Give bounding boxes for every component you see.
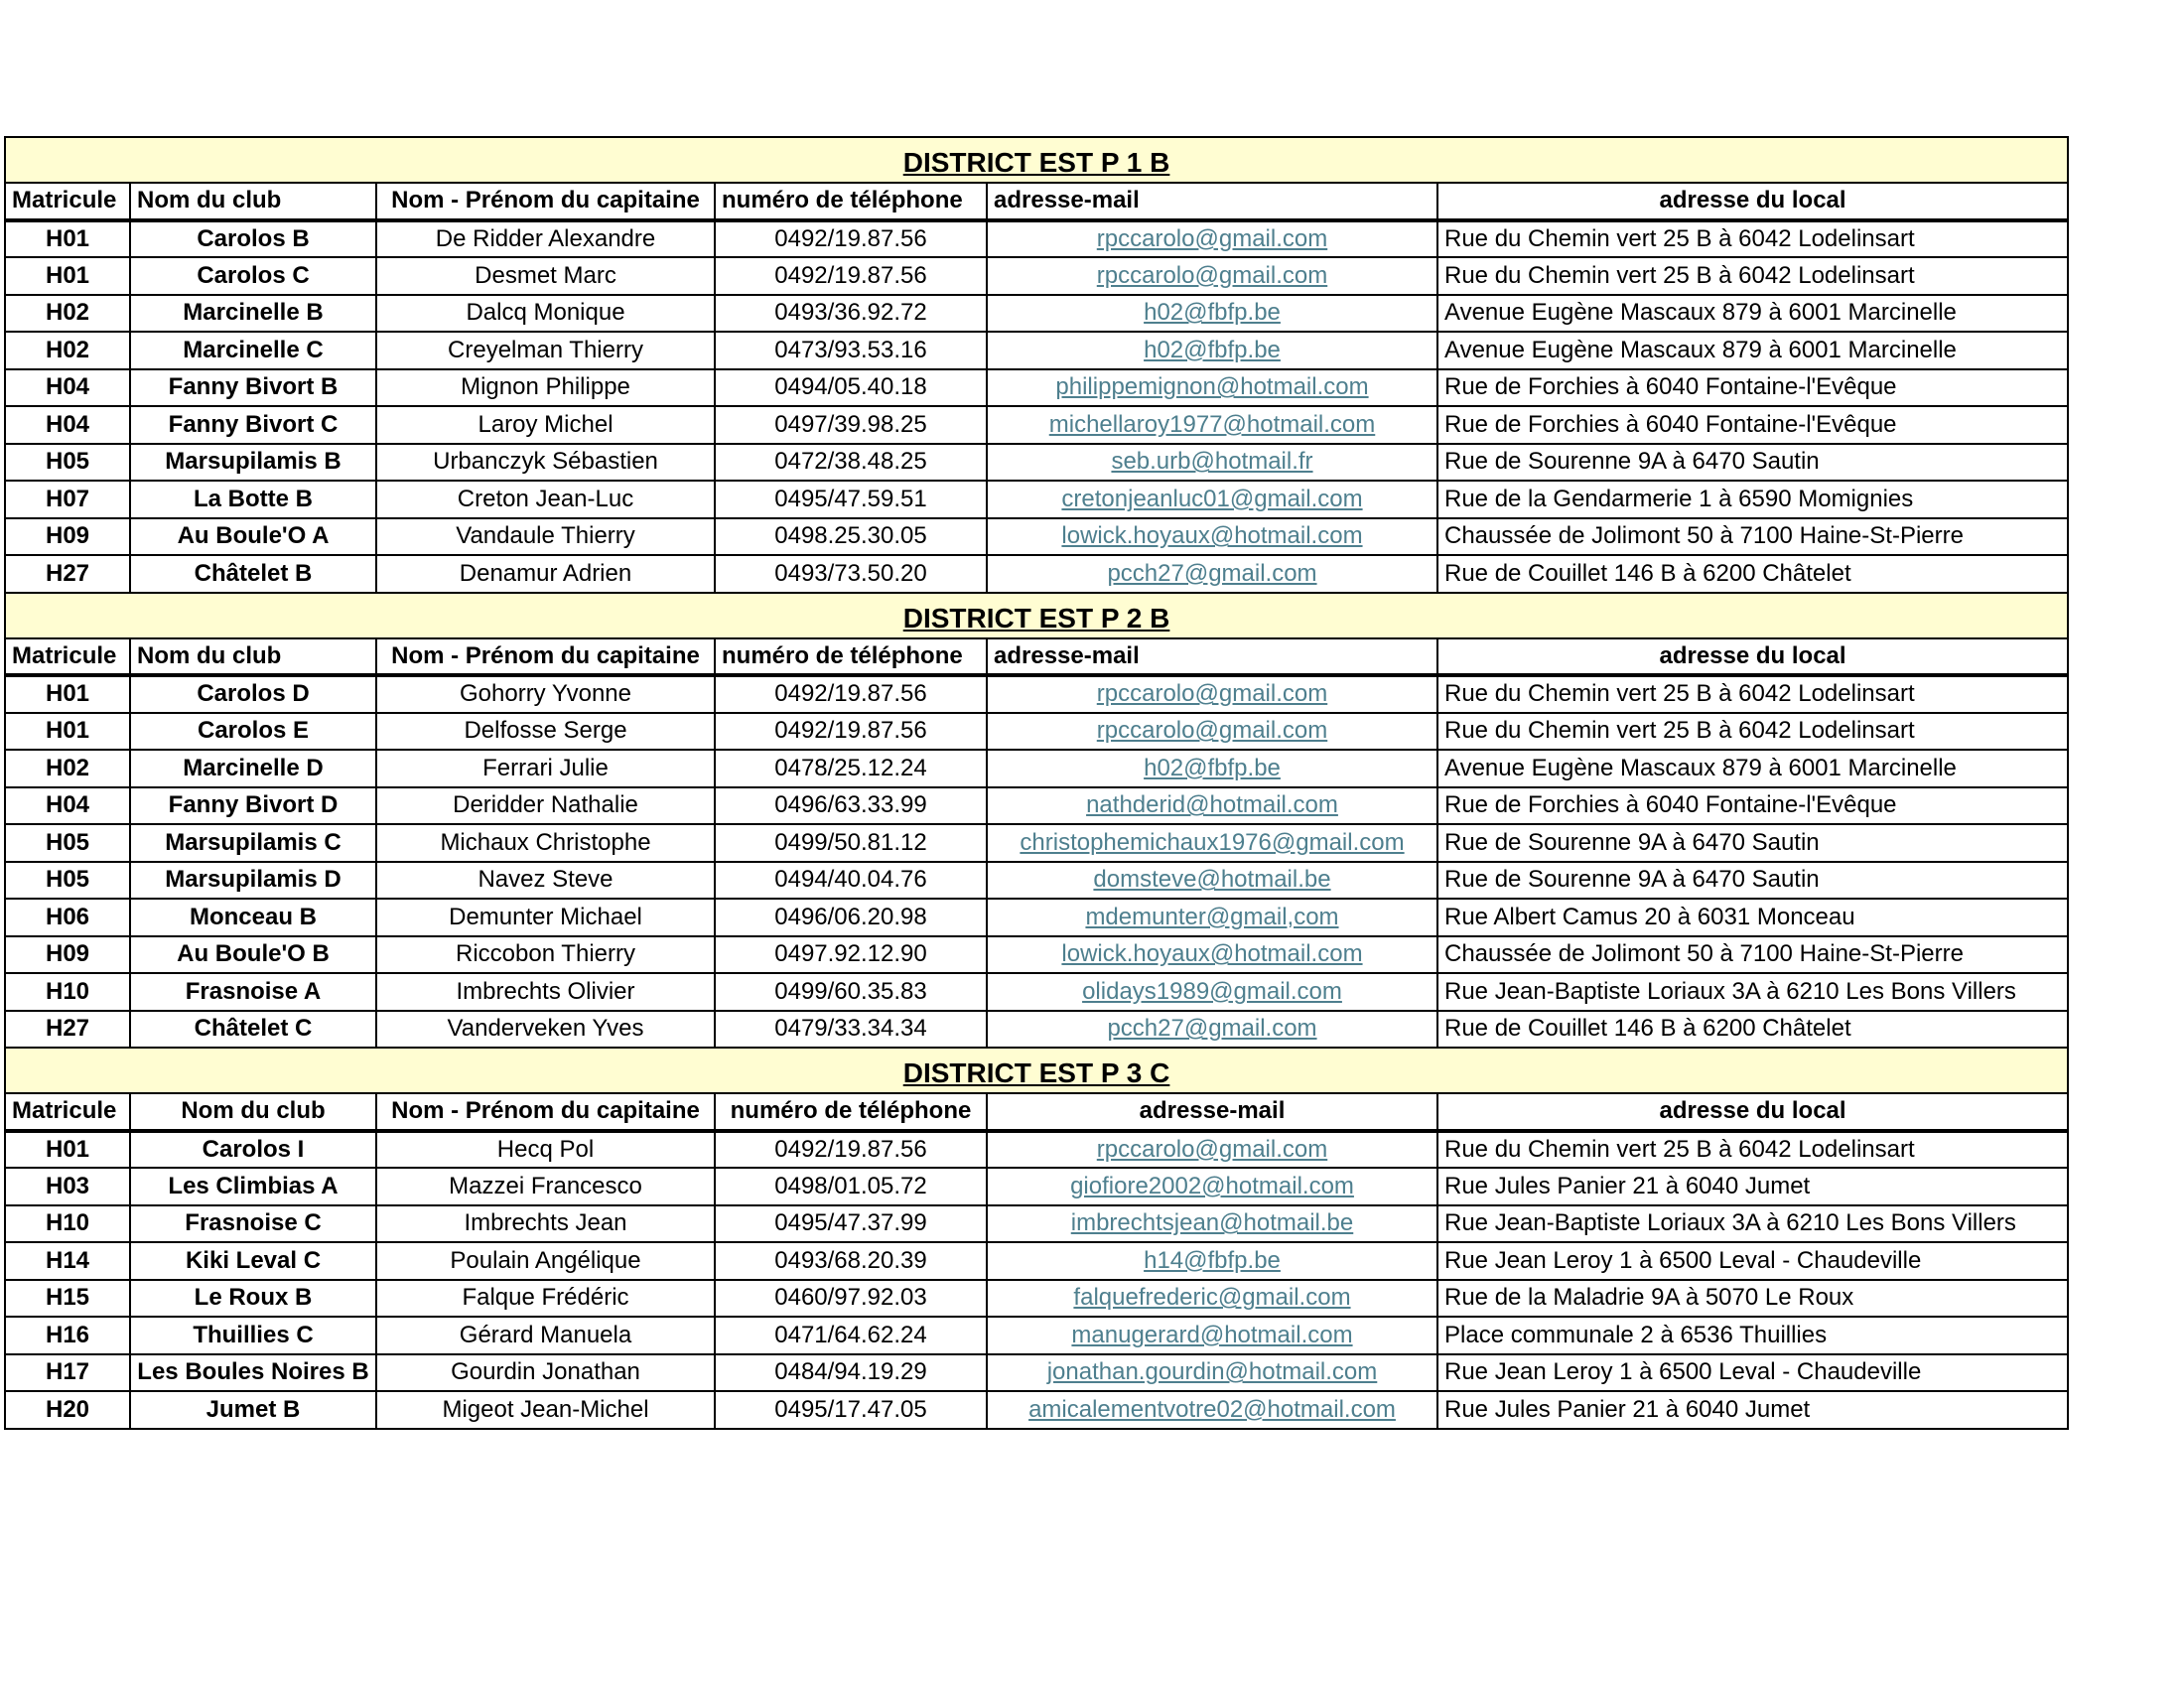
table-row: [5, 1317, 2068, 1354]
phone-cell: 0495/17.47.05: [715, 1391, 987, 1429]
matricule-cell: H16: [5, 1317, 130, 1354]
club-name-cell: Marsupilamis B: [130, 444, 376, 482]
matricule-cell: H01: [5, 257, 130, 295]
email-link[interactable]: rpccarolo@gmail.com: [987, 713, 1437, 751]
club-name-cell: Marcinelle D: [130, 750, 376, 787]
header-address: adresse du local: [1437, 183, 2068, 220]
phone-cell: 0479/33.34.34: [715, 1011, 987, 1049]
email-link[interactable]: nathderid@hotmail.com: [987, 787, 1437, 825]
phone-cell: 0495/47.37.99: [715, 1205, 987, 1243]
section-title-row: [5, 137, 2068, 183]
address-cell: Rue du Chemin vert 25 B à 6042 Lodelinsart: [1437, 713, 2068, 751]
club-name-cell: Marcinelle B: [130, 295, 376, 333]
phone-cell: 0499/50.81.12: [715, 824, 987, 862]
table-row: [5, 750, 2068, 787]
phone-cell: 0492/19.87.56: [715, 257, 987, 295]
header-captain: Nom - Prénom du capitaine: [376, 638, 715, 676]
phone-cell: 0496/06.20.98: [715, 899, 987, 936]
captain-cell: Delfosse Serge: [376, 713, 715, 751]
table-row: [5, 406, 2068, 444]
club-name-cell: Carolos B: [130, 220, 376, 258]
table-row: [5, 257, 2068, 295]
address-cell: Chaussée de Jolimont 50 à 7100 Haine-St-Pierre: [1437, 936, 2068, 974]
email-link[interactable]: imbrechtsjean@hotmail.be: [987, 1205, 1437, 1243]
matricule-cell: H09: [5, 518, 130, 556]
matricule-cell: H27: [5, 555, 130, 593]
club-name-cell: Au Boule'O A: [130, 518, 376, 556]
matricule-cell: H10: [5, 973, 130, 1011]
club-name-cell: Châtelet C: [130, 1011, 376, 1049]
email-link[interactable]: rpccarolo@gmail.com: [987, 1131, 1437, 1169]
email-link[interactable]: rpccarolo@gmail.com: [987, 257, 1437, 295]
email-link[interactable]: h14@fbfp.be: [987, 1242, 1437, 1280]
captain-cell: Deridder Nathalie: [376, 787, 715, 825]
header-row: [5, 183, 2068, 220]
phone-cell: 0472/38.48.25: [715, 444, 987, 482]
address-cell: Rue du Chemin vert 25 B à 6042 Lodelinsart: [1437, 675, 2068, 713]
address-cell: Chaussée de Jolimont 50 à 7100 Haine-St-Pierre: [1437, 518, 2068, 556]
club-name-cell: Carolos E: [130, 713, 376, 751]
header-phone: numéro de téléphone: [715, 183, 987, 220]
address-cell: Place communale 2 à 6536 Thuillies: [1437, 1317, 2068, 1354]
club-name-cell: Carolos C: [130, 257, 376, 295]
table-row: [5, 713, 2068, 751]
table-row: [5, 444, 2068, 482]
header-address: adresse du local: [1437, 638, 2068, 676]
table-row: [5, 1354, 2068, 1392]
matricule-cell: H04: [5, 369, 130, 407]
club-name-cell: Fanny Bivort C: [130, 406, 376, 444]
club-name-cell: Les Boules Noires B: [130, 1354, 376, 1392]
section-title-row: [5, 1048, 2068, 1093]
email-link[interactable]: amicalementvotre02@hotmail.com: [987, 1391, 1437, 1429]
email-link[interactable]: pcch27@gmail.com: [987, 555, 1437, 593]
captain-cell: Creton Jean-Luc: [376, 481, 715, 518]
table-row: [5, 1168, 2068, 1205]
captain-cell: Falque Frédéric: [376, 1280, 715, 1318]
email-link[interactable]: cretonjeanluc01@gmail.com: [987, 481, 1437, 518]
club-name-cell: La Botte B: [130, 481, 376, 518]
captain-cell: Vandaule Thierry: [376, 518, 715, 556]
address-cell: Rue de Couillet 146 B à 6200 Châtelet: [1437, 1011, 2068, 1049]
header-phone: numéro de téléphone: [715, 638, 987, 676]
matricule-cell: H05: [5, 444, 130, 482]
club-name-cell: Carolos I: [130, 1131, 376, 1169]
matricule-cell: H15: [5, 1280, 130, 1318]
club-name-cell: Châtelet B: [130, 555, 376, 593]
captain-cell: Gérard Manuela: [376, 1317, 715, 1354]
captain-cell: Denamur Adrien: [376, 555, 715, 593]
section-title: DISTRICT EST P 3 C: [5, 1048, 2068, 1093]
address-cell: Rue du Chemin vert 25 B à 6042 Lodelinsart: [1437, 1131, 2068, 1169]
email-link[interactable]: manugerard@hotmail.com: [987, 1317, 1437, 1354]
captain-cell: Laroy Michel: [376, 406, 715, 444]
email-link[interactable]: rpccarolo@gmail.com: [987, 220, 1437, 258]
table-row: [5, 973, 2068, 1011]
table-row: [5, 787, 2068, 825]
club-name-cell: Marsupilamis C: [130, 824, 376, 862]
captain-cell: Imbrechts Jean: [376, 1205, 715, 1243]
header-club: Nom du club: [130, 183, 376, 220]
phone-cell: 0471/64.62.24: [715, 1317, 987, 1354]
club-name-cell: Monceau B: [130, 899, 376, 936]
captain-cell: Navez Steve: [376, 862, 715, 900]
captain-cell: Demunter Michael: [376, 899, 715, 936]
matricule-cell: H03: [5, 1168, 130, 1205]
captain-cell: Gohorry Yvonne: [376, 675, 715, 713]
address-cell: Rue Jean Leroy 1 à 6500 Leval - Chaudeville: [1437, 1354, 2068, 1392]
address-cell: Rue du Chemin vert 25 B à 6042 Lodelinsart: [1437, 257, 2068, 295]
table-row: [5, 862, 2068, 900]
club-name-cell: Frasnoise C: [130, 1205, 376, 1243]
section-title: DISTRICT EST P 1 B: [5, 137, 2068, 183]
header-email: adresse-mail: [987, 1093, 1437, 1131]
email-link[interactable]: falquefrederic@gmail.com: [987, 1280, 1437, 1318]
table-row: [5, 899, 2068, 936]
phone-cell: 0493/68.20.39: [715, 1242, 987, 1280]
email-link[interactable]: h02@fbfp.be: [987, 295, 1437, 333]
matricule-cell: H17: [5, 1354, 130, 1392]
email-link[interactable]: seb.urb@hotmail.fr: [987, 444, 1437, 482]
phone-cell: 0473/93.53.16: [715, 332, 987, 369]
phone-cell: 0492/19.87.56: [715, 1131, 987, 1169]
phone-cell: 0492/19.87.56: [715, 713, 987, 751]
matricule-cell: H10: [5, 1205, 130, 1243]
captain-cell: Dalcq Monique: [376, 295, 715, 333]
club-name-cell: Marsupilamis D: [130, 862, 376, 900]
section-title-row: [5, 593, 2068, 638]
matricule-cell: H14: [5, 1242, 130, 1280]
email-link[interactable]: h02@fbfp.be: [987, 750, 1437, 787]
matricule-cell: H04: [5, 787, 130, 825]
phone-cell: 0497.92.12.90: [715, 936, 987, 974]
matricule-cell: H02: [5, 295, 130, 333]
table-row: [5, 936, 2068, 974]
matricule-cell: H05: [5, 862, 130, 900]
address-cell: Rue Jules Panier 21 à 6040 Jumet: [1437, 1391, 2068, 1429]
phone-cell: 0492/19.87.56: [715, 220, 987, 258]
email-link[interactable]: jonathan.gourdin@hotmail.com: [987, 1354, 1437, 1392]
table-row: [5, 1011, 2068, 1049]
address-cell: Rue de la Maladrie 9A à 5070 Le Roux: [1437, 1280, 2068, 1318]
address-cell: Rue de Forchies à 6040 Fontaine-l'Evêque: [1437, 369, 2068, 407]
address-cell: Rue de Forchies à 6040 Fontaine-l'Evêque: [1437, 406, 2068, 444]
address-cell: Avenue Eugène Mascaux 879 à 6001 Marcinelle: [1437, 295, 2068, 333]
header-matricule: Matricule: [5, 638, 130, 676]
address-cell: Rue de Forchies à 6040 Fontaine-l'Evêque: [1437, 787, 2068, 825]
header-club: Nom du club: [130, 638, 376, 676]
captain-cell: Riccobon Thierry: [376, 936, 715, 974]
header-matricule: Matricule: [5, 183, 130, 220]
table-row: [5, 1205, 2068, 1243]
phone-cell: 0478/25.12.24: [715, 750, 987, 787]
email-link[interactable]: mdemunter@gmail,com: [987, 899, 1437, 936]
club-name-cell: Frasnoise A: [130, 973, 376, 1011]
captain-cell: Michaux Christophe: [376, 824, 715, 862]
table-row: [5, 675, 2068, 713]
table-row: [5, 1131, 2068, 1169]
header-phone: numéro de téléphone: [715, 1093, 987, 1131]
table-row: [5, 295, 2068, 333]
email-link[interactable]: rpccarolo@gmail.com: [987, 675, 1437, 713]
matricule-cell: H20: [5, 1391, 130, 1429]
phone-cell: 0498.25.30.05: [715, 518, 987, 556]
phone-cell: 0493/73.50.20: [715, 555, 987, 593]
matricule-cell: H04: [5, 406, 130, 444]
phone-cell: 0496/63.33.99: [715, 787, 987, 825]
address-cell: Avenue Eugène Mascaux 879 à 6001 Marcinelle: [1437, 332, 2068, 369]
club-name-cell: Thuillies C: [130, 1317, 376, 1354]
email-link[interactable]: christophemichaux1976@gmail.com: [987, 824, 1437, 862]
phone-cell: 0460/97.92.03: [715, 1280, 987, 1318]
table-row: [5, 555, 2068, 593]
email-link[interactable]: pcch27@gmail.com: [987, 1011, 1437, 1049]
header-address: adresse du local: [1437, 1093, 2068, 1131]
captain-cell: Migeot Jean-Michel: [376, 1391, 715, 1429]
captain-cell: Mazzei Francesco: [376, 1168, 715, 1205]
email-link[interactable]: philippemignon@hotmail.com: [987, 369, 1437, 407]
matricule-cell: H02: [5, 332, 130, 369]
header-club: Nom du club: [130, 1093, 376, 1131]
captain-cell: Urbanczyk Sébastien: [376, 444, 715, 482]
club-name-cell: Fanny Bivort D: [130, 787, 376, 825]
table-row: [5, 1242, 2068, 1280]
address-cell: Rue de Couillet 146 B à 6200 Châtelet: [1437, 555, 2068, 593]
address-cell: Rue Jean Leroy 1 à 6500 Leval - Chaudeville: [1437, 1242, 2068, 1280]
phone-cell: 0498/01.05.72: [715, 1168, 987, 1205]
captain-cell: Imbrechts Olivier: [376, 973, 715, 1011]
email-link[interactable]: h02@fbfp.be: [987, 332, 1437, 369]
captain-cell: Mignon Philippe: [376, 369, 715, 407]
matricule-cell: H01: [5, 675, 130, 713]
captain-cell: Desmet Marc: [376, 257, 715, 295]
captain-cell: Gourdin Jonathan: [376, 1354, 715, 1392]
district-table: [4, 136, 2069, 1430]
matricule-cell: H07: [5, 481, 130, 518]
matricule-cell: H01: [5, 1131, 130, 1169]
club-name-cell: Jumet B: [130, 1391, 376, 1429]
phone-cell: 0493/36.92.72: [715, 295, 987, 333]
email-link[interactable]: giofiore2002@hotmail.com: [987, 1168, 1437, 1205]
phone-cell: 0499/60.35.83: [715, 973, 987, 1011]
address-cell: Rue de la Gendarmerie 1 à 6590 Momignies: [1437, 481, 2068, 518]
address-cell: Rue de Sourenne 9A à 6470 Sautin: [1437, 824, 2068, 862]
captain-cell: Hecq Pol: [376, 1131, 715, 1169]
table-row: [5, 1280, 2068, 1318]
header-captain: Nom - Prénom du capitaine: [376, 1093, 715, 1131]
club-name-cell: Fanny Bivort B: [130, 369, 376, 407]
phone-cell: 0497/39.98.25: [715, 406, 987, 444]
phone-cell: 0494/40.04.76: [715, 862, 987, 900]
matricule-cell: H09: [5, 936, 130, 974]
email-link[interactable]: domsteve@hotmail.be: [987, 862, 1437, 900]
address-cell: Rue de Sourenne 9A à 6470 Sautin: [1437, 862, 2068, 900]
email-link[interactable]: lowick.hoyaux@hotmail.com: [987, 936, 1437, 974]
table-row: [5, 220, 2068, 258]
club-name-cell: Le Roux B: [130, 1280, 376, 1318]
club-name-cell: Au Boule'O B: [130, 936, 376, 974]
captain-cell: Ferrari Julie: [376, 750, 715, 787]
table-row: [5, 824, 2068, 862]
captain-cell: De Ridder Alexandre: [376, 220, 715, 258]
club-name-cell: Les Climbias A: [130, 1168, 376, 1205]
address-cell: Rue Albert Camus 20 à 6031 Monceau: [1437, 899, 2068, 936]
matricule-cell: H05: [5, 824, 130, 862]
address-cell: Rue Jules Panier 21 à 6040 Jumet: [1437, 1168, 2068, 1205]
address-cell: Rue Jean-Baptiste Loriaux 3A à 6210 Les Bons Villers: [1437, 973, 2068, 1011]
phone-cell: 0492/19.87.56: [715, 675, 987, 713]
address-cell: Rue du Chemin vert 25 B à 6042 Lodelinsart: [1437, 220, 2068, 258]
matricule-cell: H01: [5, 713, 130, 751]
address-cell: Avenue Eugène Mascaux 879 à 6001 Marcinelle: [1437, 750, 2068, 787]
club-name-cell: Kiki Leval C: [130, 1242, 376, 1280]
matricule-cell: H01: [5, 220, 130, 258]
captain-cell: Poulain Angélique: [376, 1242, 715, 1280]
captain-cell: Creyelman Thierry: [376, 332, 715, 369]
table-row: [5, 369, 2068, 407]
header-row: [5, 1093, 2068, 1131]
matricule-cell: H06: [5, 899, 130, 936]
header-row: [5, 638, 2068, 676]
phone-cell: 0495/47.59.51: [715, 481, 987, 518]
table-row: [5, 332, 2068, 369]
email-link[interactable]: olidays1989@gmail.com: [987, 973, 1437, 1011]
address-cell: Rue de Sourenne 9A à 6470 Sautin: [1437, 444, 2068, 482]
header-email: adresse-mail: [987, 183, 1437, 220]
email-link[interactable]: michellaroy1977@hotmail.com: [987, 406, 1437, 444]
address-cell: Rue Jean-Baptiste Loriaux 3A à 6210 Les Bons Villers: [1437, 1205, 2068, 1243]
header-email: adresse-mail: [987, 638, 1437, 676]
section-title: DISTRICT EST P 2 B: [5, 593, 2068, 638]
table-row: [5, 518, 2068, 556]
header-matricule: Matricule: [5, 1093, 130, 1131]
phone-cell: 0484/94.19.29: [715, 1354, 987, 1392]
email-link[interactable]: lowick.hoyaux@hotmail.com: [987, 518, 1437, 556]
header-captain: Nom - Prénom du capitaine: [376, 183, 715, 220]
captain-cell: Vanderveken Yves: [376, 1011, 715, 1049]
phone-cell: 0494/05.40.18: [715, 369, 987, 407]
table-row: [5, 481, 2068, 518]
matricule-cell: H02: [5, 750, 130, 787]
matricule-cell: H27: [5, 1011, 130, 1049]
club-name-cell: Marcinelle C: [130, 332, 376, 369]
club-name-cell: Carolos D: [130, 675, 376, 713]
table-row: [5, 1391, 2068, 1429]
